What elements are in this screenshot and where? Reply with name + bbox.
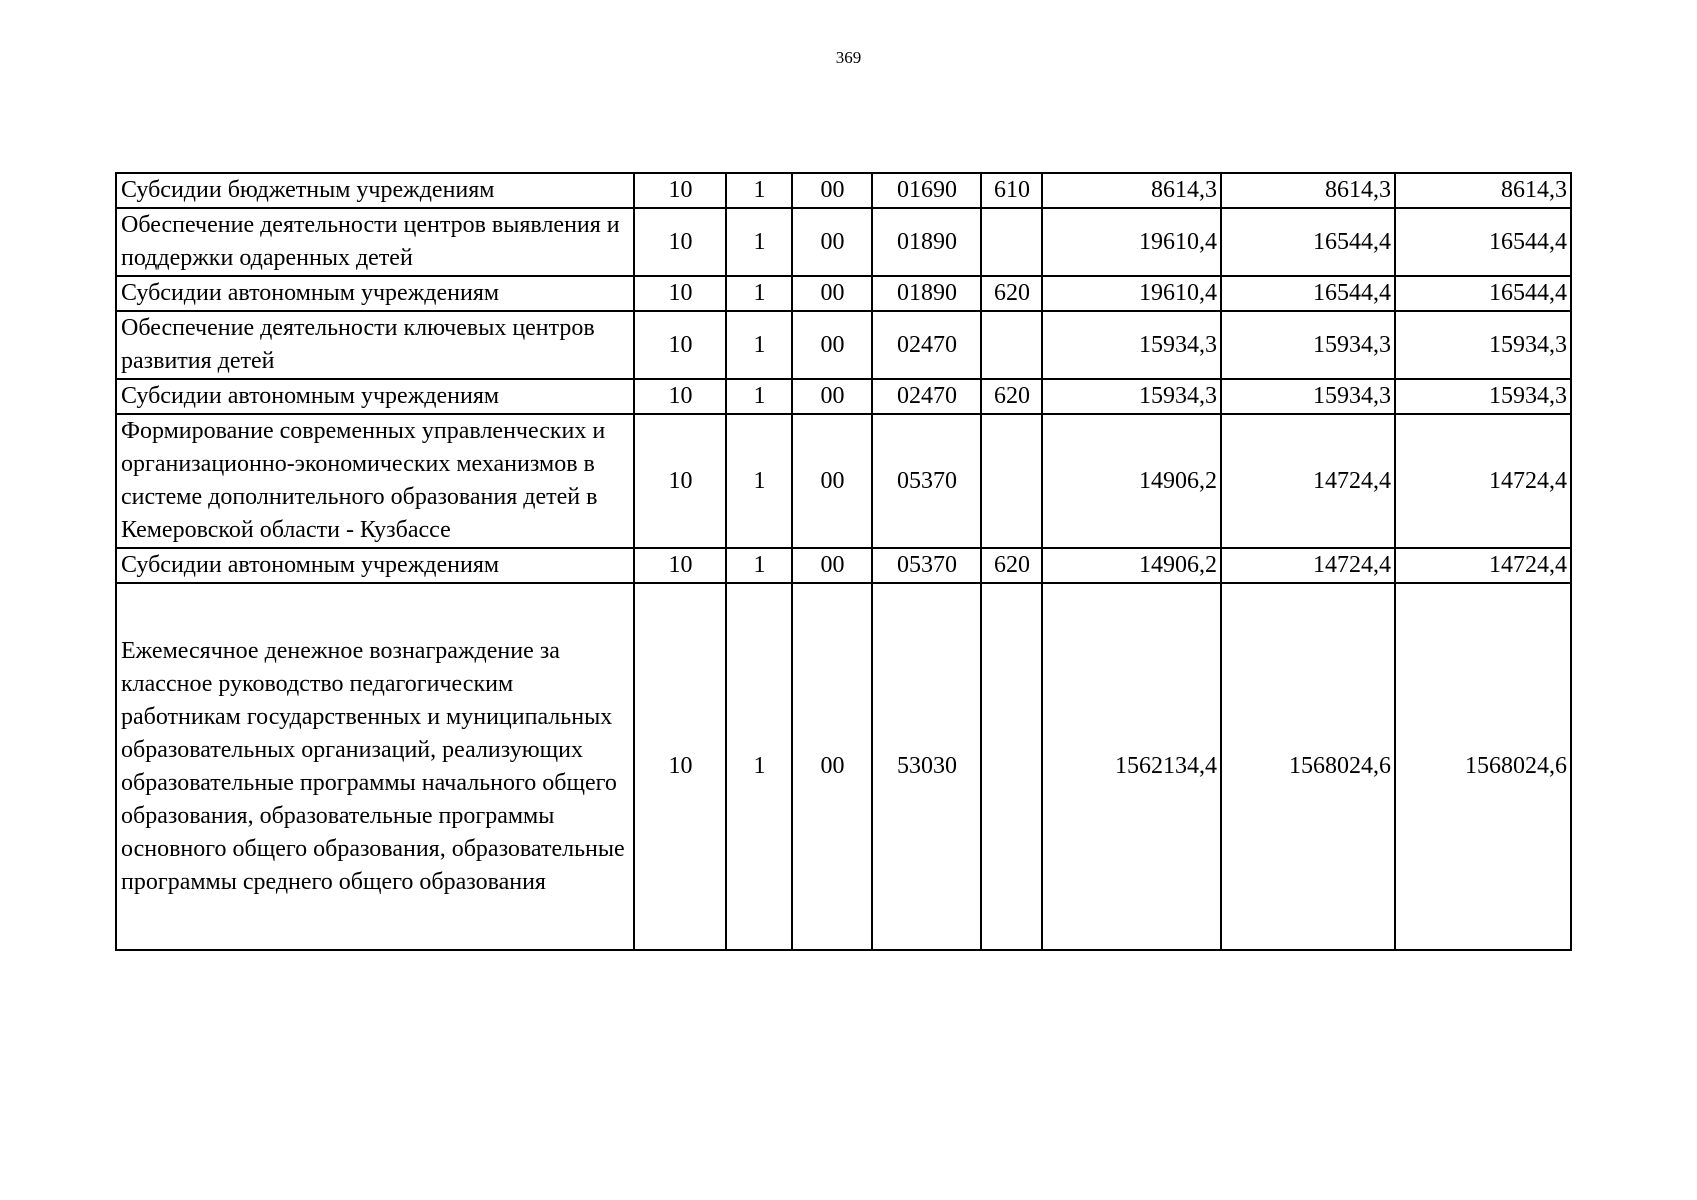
row-name: Субсидии автономным учреждениям — [116, 276, 634, 311]
article-code: 02470 — [872, 311, 981, 379]
section-code: 10 — [634, 208, 726, 276]
section-code: 10 — [634, 583, 726, 950]
program-code: 00 — [792, 583, 872, 950]
amount-2: 16544,4 — [1221, 208, 1395, 276]
amount-3: 15934,3 — [1395, 379, 1571, 414]
amount-1: 15934,3 — [1042, 379, 1221, 414]
amount-3: 15934,3 — [1395, 311, 1571, 379]
program-code: 00 — [792, 276, 872, 311]
program-code: 00 — [792, 208, 872, 276]
table-row — [116, 276, 1571, 311]
program-code: 00 — [792, 173, 872, 208]
section-code: 10 — [634, 414, 726, 548]
amount-1: 19610,4 — [1042, 208, 1221, 276]
amount-1: 1562134,4 — [1042, 583, 1221, 950]
amount-2: 15934,3 — [1221, 379, 1395, 414]
budget-table — [115, 172, 1572, 951]
program-code: 00 — [792, 548, 872, 583]
program-code: 00 — [792, 414, 872, 548]
amount-2: 14724,4 — [1221, 548, 1395, 583]
article-code: 05370 — [872, 548, 981, 583]
table-row — [116, 208, 1571, 276]
amount-1: 8614,3 — [1042, 173, 1221, 208]
section-code: 10 — [634, 548, 726, 583]
subsection-code: 1 — [726, 173, 792, 208]
expense-type-code: 620 — [981, 276, 1042, 311]
expense-type-code — [981, 583, 1042, 950]
article-code: 01890 — [872, 208, 981, 276]
subsection-code: 1 — [726, 583, 792, 950]
program-code: 00 — [792, 379, 872, 414]
amount-3: 8614,3 — [1395, 173, 1571, 208]
row-name: Субсидии автономным учреждениям — [116, 548, 634, 583]
amount-2: 16544,4 — [1221, 276, 1395, 311]
table-row — [116, 583, 1571, 950]
subsection-code: 1 — [726, 311, 792, 379]
expense-type-code — [981, 311, 1042, 379]
table-row — [116, 173, 1571, 208]
section-code: 10 — [634, 276, 726, 311]
expense-type-code — [981, 208, 1042, 276]
row-name: Субсидии автономным учреждениям — [116, 379, 634, 414]
expense-type-code: 620 — [981, 379, 1042, 414]
amount-3: 16544,4 — [1395, 208, 1571, 276]
expense-type-code: 610 — [981, 173, 1042, 208]
table-row — [116, 379, 1571, 414]
amount-3: 1568024,6 — [1395, 583, 1571, 950]
row-name: Обеспечение деятельности центров выявления и поддержки одаренных детей — [116, 208, 634, 276]
amount-2: 14724,4 — [1221, 414, 1395, 548]
expense-type-code — [981, 414, 1042, 548]
table-row — [116, 548, 1571, 583]
amount-1: 15934,3 — [1042, 311, 1221, 379]
row-name: Обеспечение деятельности ключевых центров развития детей — [116, 311, 634, 379]
section-code: 10 — [634, 173, 726, 208]
page-number: 369 — [835, 48, 862, 67]
section-code: 10 — [634, 379, 726, 414]
subsection-code: 1 — [726, 208, 792, 276]
amount-1: 14906,2 — [1042, 548, 1221, 583]
article-code: 02470 — [872, 379, 981, 414]
section-code: 10 — [634, 311, 726, 379]
article-code: 01890 — [872, 276, 981, 311]
amount-2: 15934,3 — [1221, 311, 1395, 379]
article-code: 05370 — [872, 414, 981, 548]
table-row — [116, 311, 1571, 379]
amount-2: 8614,3 — [1221, 173, 1395, 208]
program-code: 00 — [792, 311, 872, 379]
subsection-code: 1 — [726, 414, 792, 548]
amount-3: 16544,4 — [1395, 276, 1571, 311]
subsection-code: 1 — [726, 548, 792, 583]
expense-type-code: 620 — [981, 548, 1042, 583]
row-name: Ежемесячное денежное вознаграждение за классное руководство педагогическим работникам государственных и муниципальных образовательных организаций, реализующих образовательные программы начального общего образования, образовательные программы основного общего образования, образовательные программы среднего общего образования — [116, 583, 634, 950]
subsection-code: 1 — [726, 379, 792, 414]
table-row — [116, 414, 1571, 548]
article-code: 53030 — [872, 583, 981, 950]
amount-3: 14724,4 — [1395, 548, 1571, 583]
subsection-code: 1 — [726, 276, 792, 311]
amount-3: 14724,4 — [1395, 414, 1571, 548]
row-name: Субсидии бюджетным учреждениям — [116, 173, 634, 208]
amount-2: 1568024,6 — [1221, 583, 1395, 950]
row-name: Формирование современных управленческих и организационно-экономических механизмов в системе дополнительного образования детей в Кемеровской области - Кузбассе — [116, 414, 634, 548]
amount-1: 14906,2 — [1042, 414, 1221, 548]
amount-1: 19610,4 — [1042, 276, 1221, 311]
article-code: 01690 — [872, 173, 981, 208]
